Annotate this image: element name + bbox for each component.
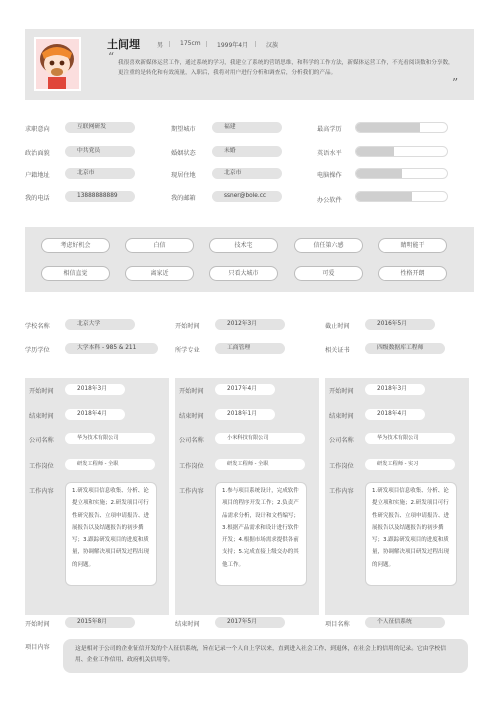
- value-work-start: 2018年3月: [65, 384, 125, 395]
- ethnicity: 汉族: [266, 42, 279, 49]
- value-work-start: 2018年3月: [365, 384, 425, 395]
- divider: [169, 41, 170, 47]
- skill-bar-education: [355, 122, 448, 133]
- value-school: 北京大学: [65, 319, 135, 330]
- label-company: 公司名称: [29, 437, 54, 444]
- tag: 可爱: [294, 266, 363, 281]
- value-marital-status: 未婚: [212, 146, 282, 157]
- label-email: 我的邮箱: [171, 195, 196, 202]
- value-position: 研发工程师 - 全职: [215, 459, 305, 470]
- value-company: 华为技术有限公司: [65, 433, 155, 444]
- label-position: 工作岗位: [29, 463, 54, 470]
- birth-date: 1999年4月: [217, 42, 249, 49]
- label-phone: 我的电话: [25, 195, 50, 202]
- value-position: 研发工程师 - 全职: [65, 459, 155, 470]
- value-edu-start: 2012年3月: [215, 319, 285, 330]
- label-job-intention: 求职意向: [25, 126, 50, 133]
- label-edu-start: 开始时间: [175, 323, 200, 330]
- skill-bar-computer: [355, 168, 448, 179]
- divider: [255, 41, 256, 47]
- value-certificate: 四级数据库工程师: [365, 343, 445, 354]
- label-education-level: 最高学历: [317, 126, 342, 133]
- label-project-name: 项目名称: [325, 621, 350, 628]
- value-position: 研发工程师 - 实习: [365, 459, 455, 470]
- label-expected-city: 期望城市: [171, 126, 196, 133]
- value-project-end: 2017年5月: [215, 617, 285, 628]
- label-certificate: 相关证书: [325, 347, 350, 354]
- value-work-end: 2018年4月: [65, 409, 125, 420]
- skill-bar-fill: [356, 147, 394, 156]
- quote-close-icon: ”: [452, 76, 459, 90]
- label-work-end: 结束时间: [29, 413, 54, 420]
- tags-panel: [25, 227, 474, 292]
- label-work-content: 工作内容: [29, 488, 54, 495]
- value-work-end: 2018年4月: [365, 409, 425, 420]
- value-political-status: 中共党员: [65, 146, 135, 157]
- work-content-box: 1.研发项目信息收集、分析、论提立项和实施；2.研发项目可行性研究报告、立项申请报告、进展报告以及结题报告的初步撰写；3.跟踪研发项目的进度和质量，协调解决项目研发过程出现的问题。: [365, 482, 457, 586]
- work-content-box: 1.参与项目系统设计，完成软件项目的程序开发工作；2.负责产品需求分析，设计和文档编写；3.根据产品需求和设计进行软件开发；4.根据市场需求提供各前支持；5.完成直接上级交办的其他工作。: [215, 482, 307, 586]
- skill-bar-fill: [356, 123, 420, 132]
- label-position: 工作岗位: [179, 463, 204, 470]
- value-email: ssner@bole.cc: [212, 191, 282, 202]
- avatar: [34, 37, 81, 91]
- label-project-end: 结束时间: [175, 621, 200, 628]
- height: 175cm: [180, 40, 201, 47]
- work-card: [25, 378, 169, 615]
- divider: [206, 41, 207, 47]
- label-position: 工作岗位: [329, 463, 354, 470]
- label-work-content: 工作内容: [329, 488, 354, 495]
- label-work-start: 开始时间: [329, 388, 354, 395]
- value-degree: 大学本科 - 985 & 211: [65, 343, 158, 354]
- label-work-start: 开始时间: [179, 388, 204, 395]
- value-job-intention: 互联网研发: [65, 122, 135, 133]
- label-company: 公司名称: [179, 437, 204, 444]
- label-marital-status: 婚姻状态: [171, 150, 196, 157]
- value-edu-end: 2016年5月: [365, 319, 435, 330]
- label-school: 学校名称: [25, 323, 50, 330]
- project-content-box: 这是相对于公司的企业征信开发的个人征信系统，旨在记录一个人自上学以来，直到进入社会工作、到退休，在社会上的信用的记录。它由学校信用、企业工作信用、政府机关信用等。: [63, 639, 468, 673]
- label-project-content: 项目内容: [25, 644, 50, 651]
- value-expected-city: 福建: [212, 122, 282, 133]
- label-political-status: 政治面貌: [25, 150, 50, 157]
- tag: 技术宅: [209, 238, 278, 253]
- work-card: [175, 378, 319, 615]
- work-content-box: 1.研发项目信息收集、分析、论提立项和实施；2.研发项目可行性研究报告、立项申请报告、进展报告以及结题报告的初步撰写；3.跟踪研发项目的进度和质量，协调解决项目研发过程出现的问题。: [65, 482, 157, 586]
- tag: 信任第六感: [294, 238, 363, 253]
- value-company: 小米科技有限公司: [215, 433, 305, 444]
- quote-open-icon: “: [108, 50, 115, 64]
- label-project-start: 开始时间: [25, 621, 50, 628]
- label-degree: 学历学位: [25, 347, 50, 354]
- value-major: 工商管理: [215, 343, 285, 354]
- tag: 白信: [125, 238, 194, 253]
- label-work-start: 开始时间: [29, 388, 54, 395]
- label-household: 户籍地址: [25, 172, 50, 179]
- tag: 离家近: [125, 266, 194, 281]
- tag: 只看大城市: [209, 266, 278, 281]
- skill-bar-fill: [356, 192, 412, 201]
- value-work-start: 2017年4月: [215, 384, 275, 395]
- label-major: 所学专业: [175, 347, 200, 354]
- value-residence: 北京市: [212, 168, 282, 179]
- avatar-illustration: [36, 39, 79, 89]
- label-work-end: 结束时间: [179, 413, 204, 420]
- value-work-end: 2018年1月: [215, 409, 275, 420]
- tag: 睛明能干: [378, 238, 447, 253]
- value-project-name: 个人征信系统: [365, 617, 445, 628]
- work-card: [325, 378, 469, 615]
- skill-bar-english: [355, 146, 448, 157]
- label-english: 英语水平: [317, 150, 342, 157]
- label-office-software: 办公软件: [317, 197, 342, 204]
- skill-bar-office: [355, 191, 448, 202]
- value-company: 华为技术有限公司: [365, 433, 455, 444]
- label-work-content: 工作内容: [179, 488, 204, 495]
- gender: 男: [157, 42, 164, 49]
- value-phone: 13888888889: [65, 191, 135, 202]
- tag: 相信直觉: [41, 266, 110, 281]
- label-computer: 电脑操作: [317, 172, 342, 179]
- label-work-end: 结束时间: [329, 413, 354, 420]
- value-project-start: 2015年8月: [65, 617, 135, 628]
- value-household: 北京市: [65, 168, 135, 179]
- tag: 性格开朗: [378, 266, 447, 281]
- label-company: 公司名称: [329, 437, 354, 444]
- skill-bar-fill: [356, 169, 402, 178]
- tag: 考虑好机会: [41, 238, 110, 253]
- label-edu-end: 截止时间: [325, 323, 350, 330]
- candidate-name: 土间埋: [107, 38, 140, 51]
- label-residence: 现居住地: [171, 172, 196, 179]
- self-introduction: 我很喜欢新媒体运营工作，通过系统的学习，我建立了系统的营销思维，和科学的工作方法，新媒体运营工作，不光看阅读数和分享数，更注重的是转化和有效流量，入职后，我将对用户进行分析和调查后，分析我们的产品。: [118, 60, 454, 76]
